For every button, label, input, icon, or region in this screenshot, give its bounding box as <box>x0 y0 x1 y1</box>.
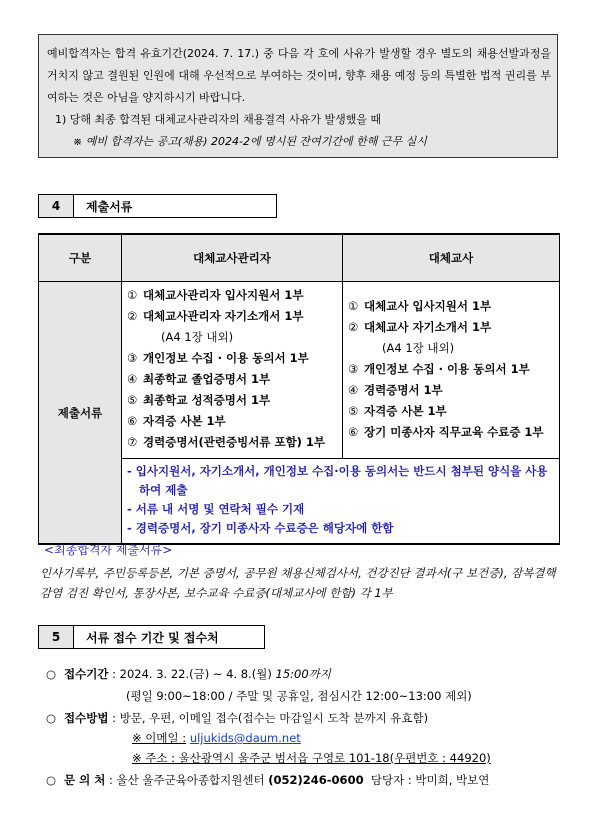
list-item-number: ① <box>127 288 138 302</box>
list-item-number: ② <box>127 309 138 323</box>
list-item-number: ② <box>348 319 359 334</box>
contact-phone: (052)246-0600 <box>268 773 364 787</box>
list-item-text: 자격증 사본 1부 <box>364 403 447 418</box>
table-row <box>39 282 560 459</box>
notice-box <box>38 34 558 158</box>
list-item-text: 경력증명서 1부 <box>364 382 443 397</box>
contact-person: 담당자 : 박미희, 박보연 <box>370 773 490 787</box>
list-item <box>127 411 341 432</box>
email-line <box>132 727 301 749</box>
address-line: ※ 주소 : 울산광역시 울주군 범서읍 구영로 101-18(우편번호 : 44920) <box>132 751 491 765</box>
note-3: - 경력증명서, 장기 미종사자 수료증은 해당자에 한함 <box>127 521 394 535</box>
header-manager: 대체교사관리자 <box>122 234 343 282</box>
header-teacher: 대체교사 <box>343 234 560 282</box>
list-item <box>127 348 341 369</box>
email-link[interactable]: uljukids@daum.net <box>189 731 301 745</box>
receipt-period-line <box>46 663 331 685</box>
email-prefix: ※ 이메일 : <box>132 731 187 745</box>
manager-docs-cell <box>122 282 343 459</box>
list-item-number: ⑤ <box>127 393 138 407</box>
list-item-text: 대체교사 자기소개서 1부 <box>364 319 492 334</box>
list-item <box>348 338 558 359</box>
list-item <box>127 369 341 390</box>
period-time: 15:00까지 <box>275 667 331 681</box>
list-item-text: 대체교사관리자 자기소개서 1부 <box>143 309 304 323</box>
contact-prefix: : 울산 울주군육아종합지원센터 <box>109 773 265 787</box>
receipt-method-line <box>46 707 428 729</box>
list-item <box>348 296 558 317</box>
list-item-number: ⑥ <box>348 424 359 439</box>
list-item-number: ④ <box>127 372 138 386</box>
header-category: 구분 <box>39 234 122 282</box>
bullet-circle: ○ <box>46 773 57 787</box>
period-note: (평일 9:00~18:00 / 주말 및 공휴일, 점심시간 12:00~13:00 제외) <box>126 689 472 703</box>
list-item <box>348 401 558 422</box>
list-item <box>127 327 341 348</box>
list-item-text: 개인정보 수집 · 이용 동의서 1부 <box>143 351 309 365</box>
section-4-header <box>38 194 277 218</box>
list-item <box>127 390 341 411</box>
bullet-circle: ○ <box>46 711 57 725</box>
section-5-title: 서류 접수 기간 및 접수처 <box>74 625 265 649</box>
list-item-text: 자격증 사본 1부 <box>143 414 226 428</box>
receipt-contact-line <box>46 769 489 791</box>
documents-table <box>38 233 560 545</box>
section-4-number: 4 <box>38 194 74 218</box>
list-item <box>127 306 341 327</box>
notice-item-1: 1) 당해 최종 합격된 대체교사관리자의 채용결격 사유가 발생했을 때 <box>55 113 382 126</box>
method-label: 접수방법 <box>64 711 109 725</box>
list-item-text: (A4 1장 내외) <box>161 330 234 344</box>
list-item-number: ③ <box>348 361 359 376</box>
list-item-text: 개인정보 수집 · 이용 동의서 1부 <box>364 361 530 376</box>
period-value: : 2024. 3. 22.(금) ~ 4. 8.(월) <box>112 667 272 681</box>
list-item-number: ⑤ <box>348 403 359 418</box>
list-item-text: 대체교사관리자 입사지원서 1부 <box>143 288 304 302</box>
contact-label: 문 의 처 <box>64 773 106 787</box>
notice-item-1-note: ※ 예비 합격자는 공고(채용) 2024-2에 명시된 잔여기간에 한해 근무 실시 <box>73 135 427 148</box>
list-item <box>348 422 558 443</box>
list-item <box>127 285 341 306</box>
list-item-number: ③ <box>127 351 138 365</box>
manager-docs-list <box>123 283 341 457</box>
table-header-row <box>39 234 560 282</box>
list-item-number: ⑦ <box>127 435 138 449</box>
notice-paragraph: 예비합격자는 합격 유효기간(2024. 7. 17.) 중 다음 각 호에 사유가 발생할 경우 별도의 채용선발과정을 거치지 않고 결원된 인원에 대해 우선적으로 부여하는 것이며, 향후 채용 예정 등의 특별한 법적 권리를 부여하는 것은 아님을 양지하시기 바랍니다. <box>47 47 551 104</box>
list-item-text: 장기 미종사자 직무교육 수료증 1부 <box>364 424 544 439</box>
teacher-docs-cell <box>343 282 560 459</box>
list-item-number: ① <box>348 298 359 313</box>
list-item-text: 최종학교 졸업증명서 1부 <box>143 372 271 386</box>
bullet-circle: ○ <box>46 667 57 681</box>
section-5-number: 5 <box>38 625 74 649</box>
list-item-number: ④ <box>348 382 359 397</box>
list-item-text: 최종학교 성적증명서 1부 <box>143 393 271 407</box>
list-item-text: (A4 1장 내외) <box>382 340 455 355</box>
notes-list <box>123 460 558 542</box>
list-item-text: 경력증명서(관련증빙서류 포함) 1부 <box>143 435 326 449</box>
note-2: - 서류 내 서명 및 연락처 필수 기재 <box>127 502 305 516</box>
list-item <box>348 359 558 380</box>
period-label: 접수기간 <box>64 667 109 681</box>
row-header-documents: 제출서류 <box>39 282 122 545</box>
method-value: : 방문, 우편, 이메일 접수(접수는 마감일시 도착 분까지 유효함) <box>112 711 429 725</box>
final-docs-title: <최종합격자 제출서류> <box>44 543 173 557</box>
list-item <box>348 380 558 401</box>
teacher-docs-list <box>344 294 558 447</box>
list-item <box>348 317 558 338</box>
final-docs-body: 인사기록부, 주민등록등본, 기본 증명서, 공무원 채용신체검사서, 건강진단 결과서(구 보건증), 잠복결핵감염 검진 확인서, 통장사본, 보수교육 수료증(대체교사에 한함) 각 1부 <box>40 566 556 600</box>
list-item-number: ⑥ <box>127 414 138 428</box>
notes-cell <box>122 459 560 545</box>
section-5-header <box>38 625 265 649</box>
list-item <box>127 432 341 453</box>
section-4-title: 제출서류 <box>74 194 277 218</box>
note-1: - 입사지원서, 자기소개서, 개인정보 수집·이용 동의서는 반드시 첨부된 양식을 사용하여 제출 <box>127 464 548 497</box>
list-item-text: 대체교사 입사지원서 1부 <box>364 298 492 313</box>
